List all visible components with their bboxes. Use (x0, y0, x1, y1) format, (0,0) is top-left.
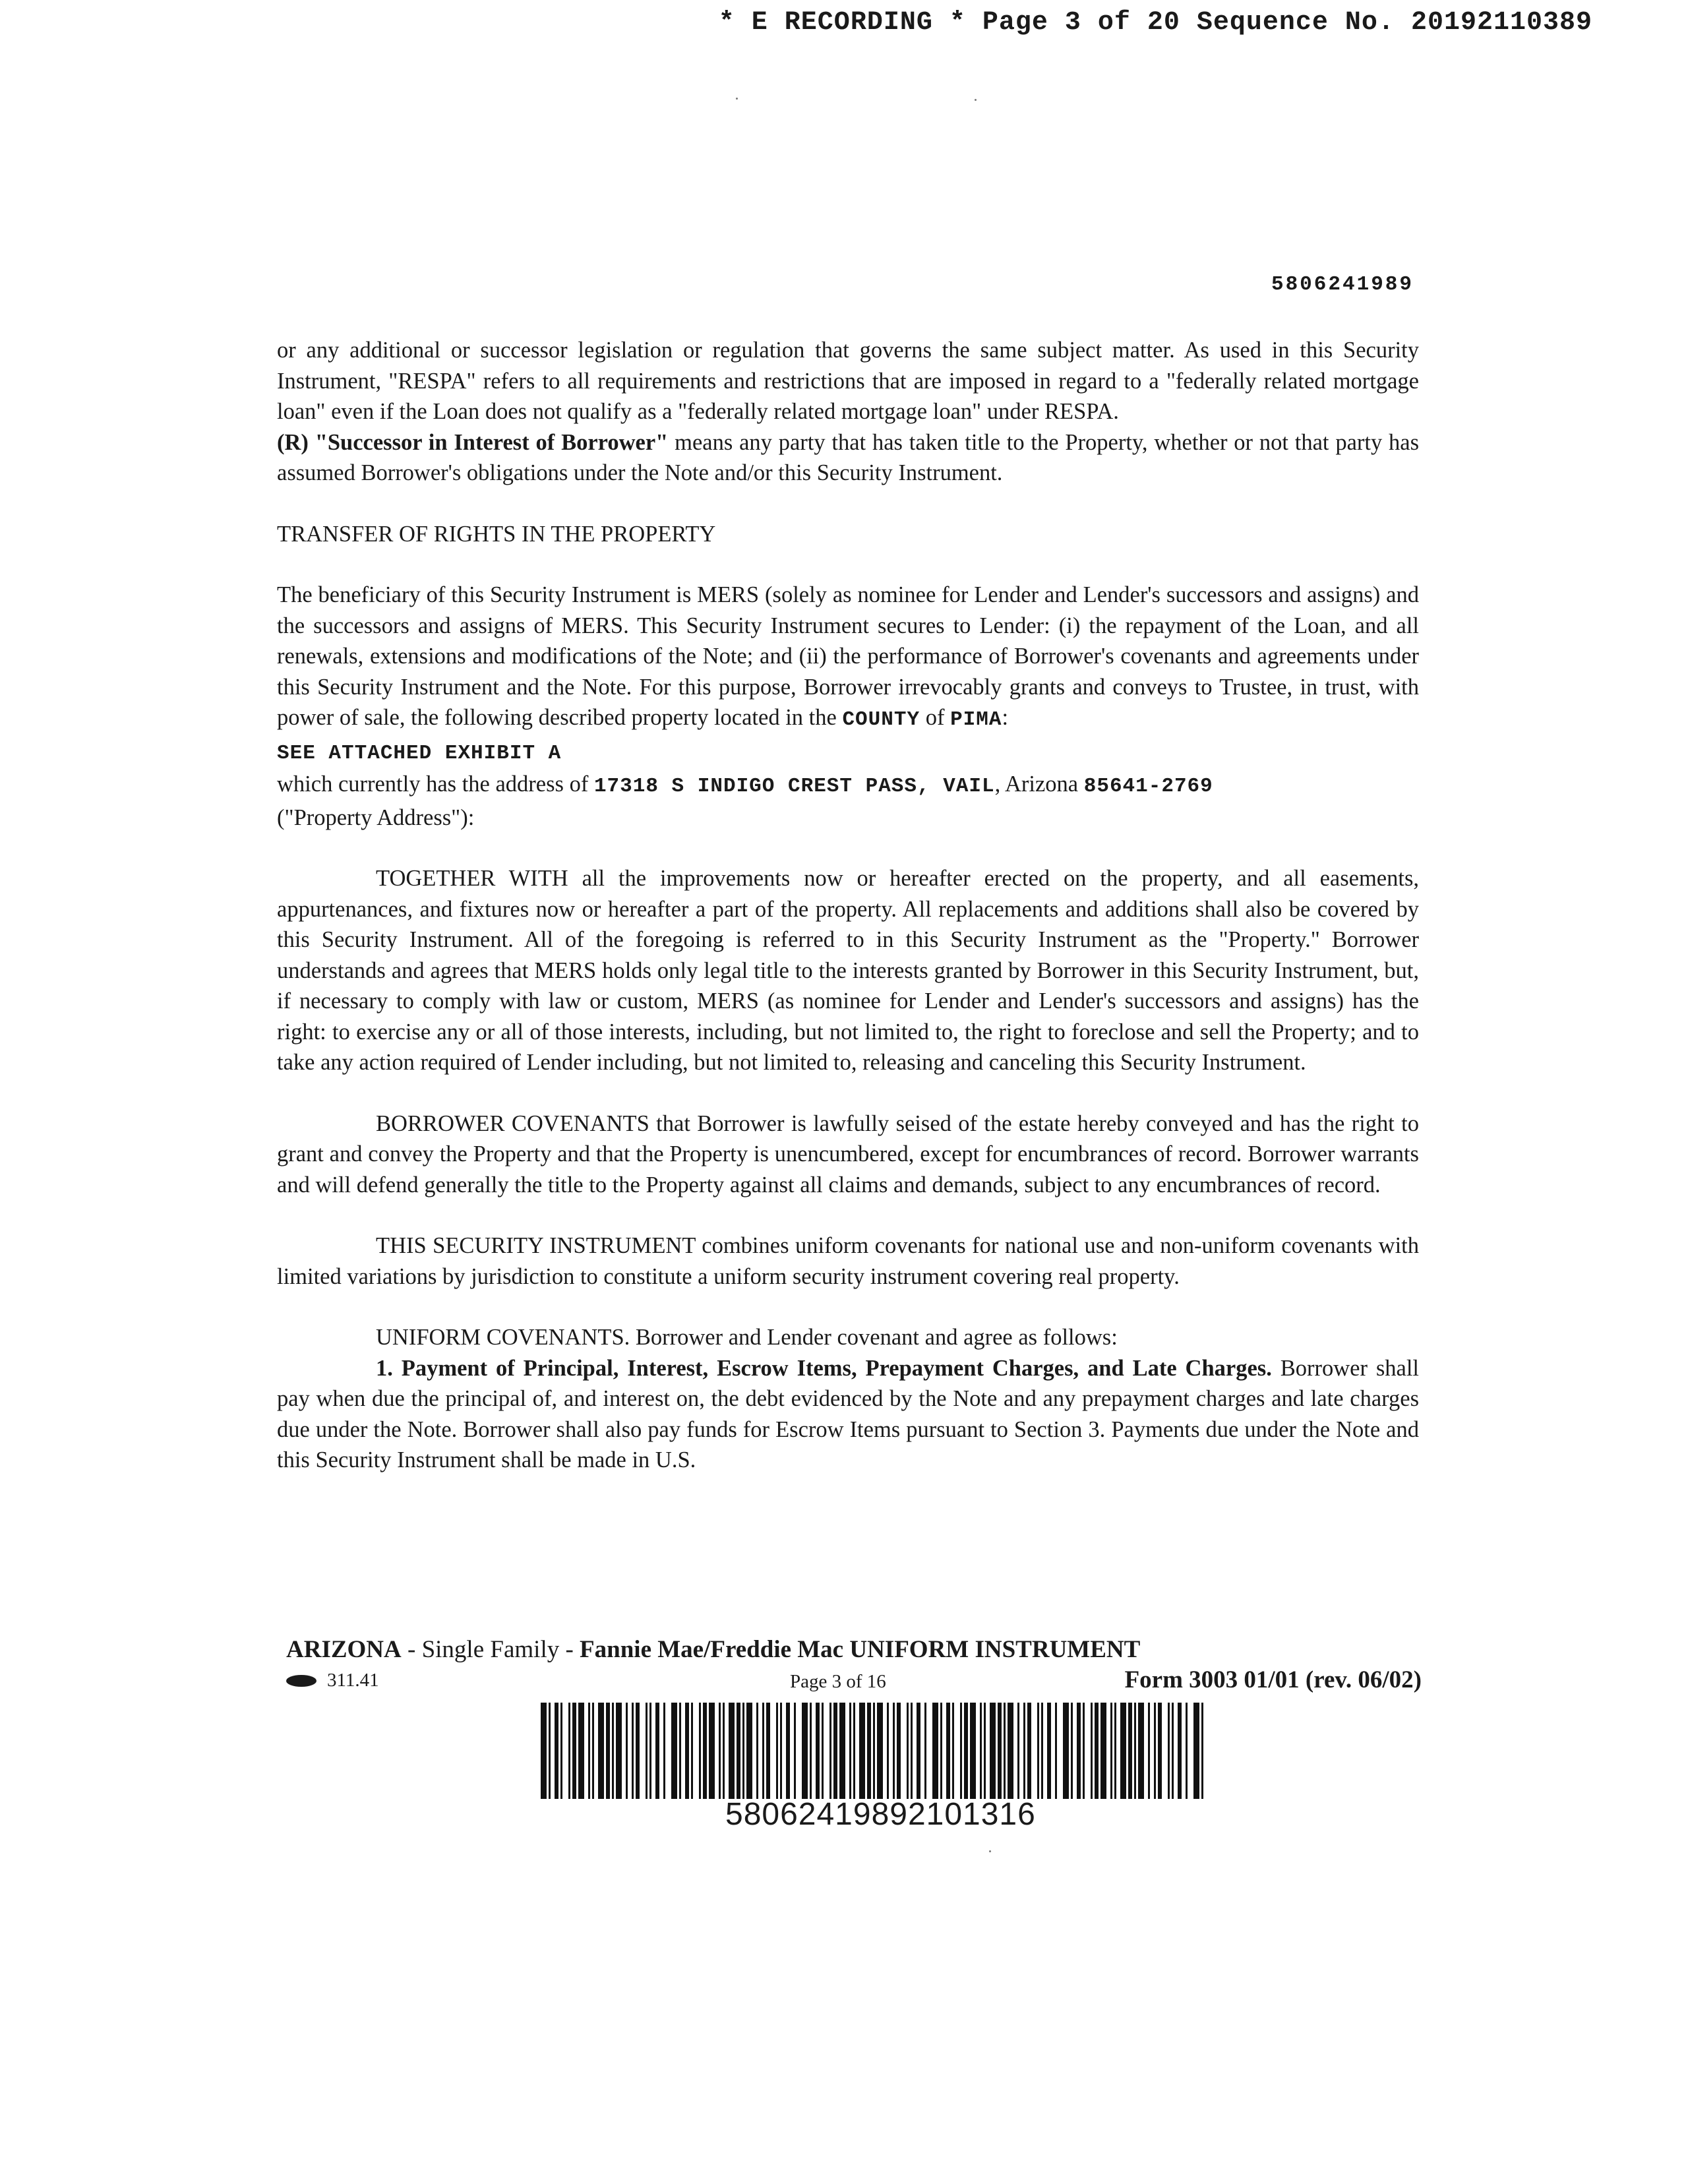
scan-speck (989, 1850, 991, 1852)
barcode-bar (970, 1703, 976, 1799)
barcode-bar (1158, 1703, 1162, 1799)
barcode-bar (1120, 1703, 1126, 1799)
barcode-bar (737, 1703, 740, 1799)
barcode-bar (1114, 1703, 1116, 1799)
barcode-bar (719, 1703, 721, 1799)
section-1-paragraph (277, 1353, 1419, 1476)
barcode-bar (626, 1703, 628, 1799)
of-word: of (920, 705, 951, 730)
form-page-number: Page 3 of 16 (790, 1671, 886, 1692)
barcode-bar (839, 1703, 845, 1799)
barcode-bar (541, 1703, 547, 1799)
together-with-paragraph: TOGETHER WITH all the improvements now or hereafter erected on the property, and all easements, appurtenances, and fixtures now or hereafter a part of the property. All replacements and additions shall also be covered by this Security Instrument. All of the foregoing is referred to in this Security Instrument as the "Property." Borrower understands and agrees that MERS holds only legal title to the interests granted by Borrower in this Security Instrument, but, if necessary to comply with law or custom, MERS (as nominee for Lender and Lender's successors and assigns) has the right: to exercise any or all of those interests, including, but not limited to, the right to foreclose and sell the Property; and to take any action required of Lender including, but not limited to, releasing and canceling this Security Instrument. (277, 866, 1419, 1075)
barcode-bar (1178, 1703, 1182, 1799)
loan-number: 5806241989 (1271, 273, 1414, 296)
barcode-bar (776, 1703, 778, 1799)
barcode-bar (911, 1703, 913, 1799)
barcode-bar (1154, 1703, 1156, 1799)
form-code-number: 311.41 (327, 1670, 379, 1691)
barcode-bar (960, 1703, 962, 1799)
county-name: PIMA (950, 708, 1002, 731)
barcode-bar (663, 1703, 665, 1799)
transfer-text: The beneficiary of this Security Instrument is MERS (solely as nominee for Lender and Lender's successors and assigns) and the successors and assigns of MERS. This Security Instrument secures to Lender: (i) the repayment of the Loan, and all renewals, extensions and modifications of the Note; and (ii) the performance of Borrower's covenants and agreements under this Security Instrument and the Note. For this purpose, Borrower irrevocably grants and conveys to Trustee, in trust, with power of sale, the following described property located in the (277, 582, 1419, 730)
form-code (286, 1670, 379, 1691)
barcode-bar (1017, 1703, 1019, 1799)
recording-header: * E RECORDING * Page 3 of 20 Sequence No. 20192110389 (718, 8, 1592, 38)
address-line (277, 769, 1419, 803)
barcode-bar (780, 1703, 782, 1799)
barcode-bar (592, 1703, 594, 1799)
zip-code: 85641-2769 (1083, 775, 1213, 798)
barcode-bar (723, 1703, 725, 1799)
barcode-bar (952, 1703, 954, 1799)
barcode-bar (671, 1703, 677, 1799)
barcode-bar (699, 1703, 701, 1799)
barcode-bar (1110, 1703, 1112, 1799)
publisher-logo-icon (286, 1675, 316, 1687)
barcode-bar (649, 1703, 651, 1799)
successor-paragraph (277, 427, 1419, 489)
barcode-bar (990, 1703, 996, 1799)
barcode-bar (867, 1703, 871, 1799)
barcode-bar (549, 1703, 551, 1799)
barcode-bar (1128, 1703, 1132, 1799)
barcode-bar (612, 1703, 614, 1799)
barcode-bar (1041, 1703, 1043, 1799)
document-body (277, 335, 1419, 1476)
barcode-bar (632, 1703, 634, 1799)
form-family: - Single Family - (401, 1636, 580, 1663)
barcode-bar (980, 1703, 982, 1799)
barcode-bar (1100, 1703, 1106, 1799)
definition-r-text: means any party that has taken title to the Property, whether or not that party has assumed Borrower's obligations under the Note and/or this Security Instrument. (277, 429, 1420, 485)
barcode-bar (578, 1703, 584, 1799)
barcode-bar (762, 1703, 764, 1799)
uniform-covenants-paragraph: UNIFORM COVENANTS. Borrower and Lender covenant and agree as follows: (376, 1325, 1118, 1350)
barcode-bar (816, 1703, 820, 1799)
barcode-bar (685, 1703, 689, 1799)
barcode-bar (907, 1703, 909, 1799)
barcode-bar (729, 1703, 735, 1799)
barcode-bar (924, 1703, 926, 1799)
barcode-bar (946, 1703, 950, 1799)
barcode-bar (853, 1703, 855, 1799)
street-address: 17318 S INDIGO CREST PASS, VAIL (593, 775, 995, 798)
barcode-bar (998, 1703, 1002, 1799)
barcode-bar (786, 1703, 790, 1799)
barcode-bar (829, 1703, 831, 1799)
barcode-bar (691, 1703, 693, 1799)
barcode-bar (598, 1703, 604, 1799)
section-1-heading: 1. Payment of Principal, Interest, Escrow Items, Prepayment Charges, and Late Charges. (376, 1355, 1272, 1381)
barcode-bar (810, 1703, 812, 1799)
barcode-bar (1172, 1703, 1174, 1799)
barcode-bar (742, 1703, 744, 1799)
scan-speck (975, 99, 977, 101)
colon: : (1002, 705, 1009, 730)
borrower-covenants-paragraph: BORROWER COVENANTS that Borrower is lawfully seised of the estate hereby conveyed and has the right to grant and convey the Property and that the Property is unencumbered, except for encumbrances of record. Borrower warrants and will defend generally the title to the Property against all claims and demands, subject to any encumbrances of record. (277, 1110, 1419, 1198)
barcode-bar (1027, 1703, 1031, 1799)
barcode-bar (984, 1703, 986, 1799)
definition-r-label: (R) "Successor in Interest of Borrower" (277, 429, 669, 455)
barcode-bar (616, 1703, 622, 1799)
barcode-bar (964, 1703, 968, 1799)
barcode-bar (1091, 1703, 1093, 1799)
barcode-bar (703, 1703, 707, 1799)
scan-speck (736, 98, 738, 100)
property-address-label: ("Property Address"): (277, 804, 475, 830)
form-state: ARIZONA (286, 1636, 402, 1663)
barcode-icon (541, 1703, 1207, 1799)
barcode-bar (1168, 1703, 1170, 1799)
barcode-bar (766, 1703, 770, 1799)
barcode-bar (1095, 1703, 1099, 1799)
form-uniform-instrument: Fannie Mae/Freddie Mac UNIFORM INSTRUMENT (580, 1636, 1141, 1663)
barcode-bar (1201, 1703, 1203, 1799)
barcode-bar (1023, 1703, 1025, 1799)
state-word: , Arizona (994, 772, 1084, 797)
barcode-bar (877, 1703, 883, 1799)
barcode-bar (746, 1703, 752, 1799)
barcode-bar (1004, 1703, 1006, 1799)
barcode-bar (1055, 1703, 1057, 1799)
barcode-bar (1037, 1703, 1039, 1799)
barcode-bar (756, 1703, 758, 1799)
barcode-bar (1138, 1703, 1144, 1799)
barcode-bar (1193, 1703, 1199, 1799)
barcode-bar (802, 1703, 808, 1799)
barcode-bar (1047, 1703, 1051, 1799)
barcode-bar (679, 1703, 681, 1799)
barcode-bar (1008, 1703, 1013, 1799)
barcode-bar (794, 1703, 796, 1799)
barcode-bar (606, 1703, 610, 1799)
barcode-bar (822, 1703, 824, 1799)
barcode-bar (849, 1703, 851, 1799)
barcode-bar (572, 1703, 576, 1799)
barcode-bar (1148, 1703, 1150, 1799)
section-1-text: Borrower shall pay when due the principal of, and interest on, the debt evidenced by the Note and any prepayment charges and late charges due under the Note. Borrower shall also pay funds for Escrow Items pursuant to Section 3. Payments due under the Note and this Security Instrument shall be made in U.S. (277, 1355, 1419, 1472)
barcode-bar (833, 1703, 837, 1799)
exhibit-reference: SEE ATTACHED EXHIBIT A (277, 741, 562, 765)
form-title (286, 1635, 1140, 1664)
exhibit-line (277, 736, 1419, 770)
barcode-bar (646, 1703, 648, 1799)
barcode-bar (560, 1703, 562, 1799)
respa-paragraph: or any additional or successor legislation or regulation that governs the same subject matter. As used in this Security Instrument, "RESPA" refers to all requirements and restrictions that are imposed in regard to a "federally related mortgage loan" even if the Loan does not qualify as a "federally related mortgage loan" under RESPA. (277, 338, 1419, 424)
barcode-bar (588, 1703, 590, 1799)
barcode-bar (555, 1703, 558, 1799)
transfer-paragraph (277, 580, 1419, 736)
security-instrument-paragraph: THIS SECURITY INSTRUMENT combines uniform covenants for national use and non-uniform covenants with limited variations by jurisdiction to constitute a uniform security instrument covering real property. (277, 1233, 1419, 1289)
barcode-bar (1077, 1703, 1081, 1799)
barcode-bar (932, 1703, 938, 1799)
county-type: COUNTY (842, 708, 920, 731)
barcode-bar (1063, 1703, 1069, 1799)
barcode-bar (917, 1703, 920, 1799)
barcode-bar (859, 1703, 865, 1799)
address-prefix: which currently has the address of (277, 772, 594, 797)
barcode-bar (873, 1703, 875, 1799)
barcode-bar (887, 1703, 889, 1799)
barcode-bar (709, 1703, 715, 1799)
barcode-number: 58062419892101316 (725, 1797, 1036, 1832)
barcode-bar (655, 1703, 659, 1799)
barcode-bar (568, 1703, 570, 1799)
barcode-bar (1083, 1703, 1085, 1799)
barcode-bar (940, 1703, 942, 1799)
barcode-bar (893, 1703, 895, 1799)
barcode-bar (636, 1703, 640, 1799)
form-number: Form 3003 01/01 (rev. 06/02) (1124, 1666, 1422, 1693)
transfer-heading: TRANSFER OF RIGHTS IN THE PROPERTY (277, 521, 716, 547)
barcode-bar (1071, 1703, 1073, 1799)
barcode-bar (1186, 1703, 1188, 1799)
barcode-bar (897, 1703, 901, 1799)
barcode-bar (1134, 1703, 1136, 1799)
